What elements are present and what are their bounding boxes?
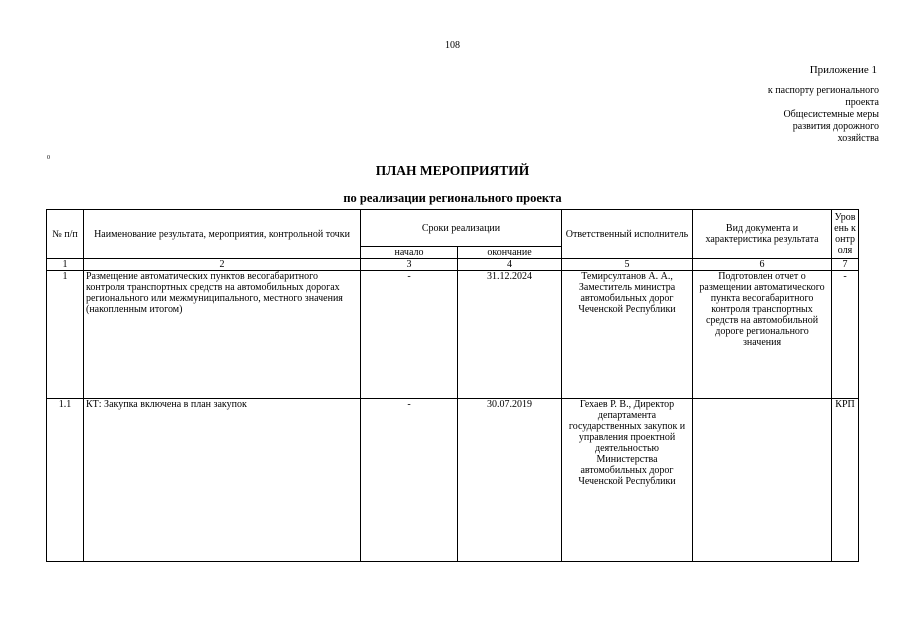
page-number: 108	[445, 40, 460, 51]
row-start: -	[361, 271, 458, 399]
column-number: 3	[361, 259, 458, 271]
row-level: КРП	[832, 399, 859, 562]
column-number: 4	[458, 259, 562, 271]
row-num: 1	[47, 271, 84, 399]
row-num: 1.1	[47, 399, 84, 562]
column-number-row	[47, 259, 859, 271]
plan-table	[46, 209, 859, 562]
column-number: 2	[84, 259, 361, 271]
header-responsible: Ответственный исполнитель	[562, 210, 693, 259]
appendix-title: Приложение 1	[809, 64, 877, 76]
row-doc	[693, 399, 832, 562]
header-num: № п/п	[47, 210, 84, 259]
plan-title: ПЛАН МЕРОПРИЯТИЙ	[375, 163, 530, 178]
row-end: 30.07.2019	[458, 399, 562, 562]
column-number: 7	[832, 259, 859, 271]
appendix-subtitle-line: проекта	[845, 97, 879, 108]
column-number: 1	[47, 259, 84, 271]
row-start: -	[361, 399, 458, 562]
appendix-subtitle-line: Общесистемные меры	[783, 109, 879, 120]
header-end: окончание	[458, 247, 562, 259]
zero-mark: 0	[47, 155, 50, 161]
header-name: Наименование результата, мероприятия, контрольной точки	[84, 210, 361, 259]
row-name: КТ: Закупка включена в план закупок	[84, 399, 361, 562]
appendix-subtitle	[699, 85, 879, 145]
table-row	[47, 399, 859, 562]
appendix-subtitle-line: к паспорту регионального	[767, 85, 879, 96]
plan-subtitle: по реализации регионального проекта	[343, 191, 562, 205]
row-doc: Подготовлен отчет о размещении автоматического пункта весогабаритного контроля транспортных средств на автомобильной дороге регионального значения	[693, 271, 832, 399]
row-level: -	[832, 271, 859, 399]
row-end: 31.12.2024	[458, 271, 562, 399]
column-number: 6	[693, 259, 832, 271]
header-doc: Вид документа и характеристика результата	[693, 210, 832, 259]
row-responsible: Гехаев Р. В., Директор департамента государственных закупок и управления проектной деятельностью Министерства автомобильных дорог Чеченской Республики	[562, 399, 693, 562]
table-row	[47, 271, 859, 399]
header-level: Уровень контроля	[832, 210, 859, 259]
row-responsible: Темирсултанов А. А., Заместитель министра автомобильных дорог Чеченской Республики	[562, 271, 693, 399]
header-start: начало	[361, 247, 458, 259]
appendix-subtitle-line: хозяйства	[837, 133, 879, 144]
row-name: Размещение автоматических пунктов весогабаритного контроля транспортных средств на автомобильных дорогах регионального или межмуниципального, местного значения (накопленным итогом)	[84, 271, 361, 399]
column-number: 5	[562, 259, 693, 271]
header-row	[47, 210, 859, 247]
header-dates: Сроки реализации	[361, 210, 562, 247]
appendix-subtitle-line: развития дорожного	[792, 121, 879, 132]
